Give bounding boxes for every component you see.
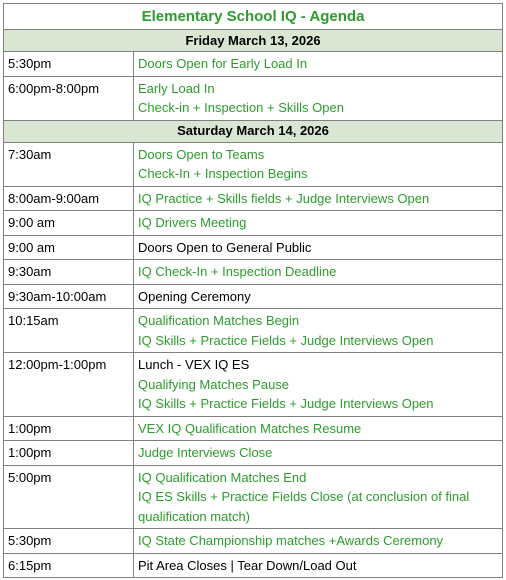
event-line: IQ Skills + Practice Fields + Judge Interviews Open [138, 332, 434, 348]
event-cell [134, 441, 503, 466]
day-header-row [4, 120, 503, 142]
event-cell [134, 465, 503, 529]
agenda-row [4, 76, 503, 120]
event-line: Check-in + Inspection + Skills Open [138, 100, 344, 115]
agenda-row [4, 211, 503, 236]
time-cell: 8:00am-9:00am [4, 186, 134, 211]
event-cell [134, 142, 503, 186]
event-cell [134, 553, 503, 578]
event-line: Doors Open to General Public [138, 239, 312, 255]
event-line: IQ Drivers Meeting [138, 215, 247, 230]
time-cell: 6:15pm [4, 553, 134, 578]
time-cell: 1:00pm [4, 416, 134, 441]
time-cell: 5:30pm [4, 529, 134, 554]
agenda-body [4, 4, 503, 578]
agenda-row [4, 142, 503, 186]
time-cell: 5:00pm [4, 465, 134, 529]
event-line: IQ Practice + Skills fields + Judge Interviews Open [138, 190, 430, 206]
event-line: Doors Open to Teams [138, 146, 265, 162]
time-cell: 9:30am [4, 260, 134, 285]
event-line: Opening Ceremony [138, 288, 251, 304]
event-cell [134, 284, 503, 309]
agenda-row [4, 441, 503, 466]
agenda-row [4, 260, 503, 285]
time-cell: 7:30am [4, 142, 134, 186]
day-header: Friday March 13, 2026 [4, 30, 503, 52]
day-header: Saturday March 14, 2026 [4, 120, 503, 142]
event-cell [134, 52, 503, 77]
event-cell [134, 260, 503, 285]
agenda-row [4, 465, 503, 529]
agenda-row [4, 235, 503, 260]
time-cell: 6:00pm-8:00pm [4, 76, 134, 120]
event-line: Lunch - VEX IQ ES [138, 357, 250, 372]
event-cell [134, 353, 503, 417]
time-cell: 10:15am [4, 309, 134, 353]
agenda-row [4, 309, 503, 353]
time-cell: 1:00pm [4, 441, 134, 466]
time-cell: 12:00pm-1:00pm [4, 353, 134, 417]
time-cell: 9:00 am [4, 235, 134, 260]
event-line: Qualifying Matches Pause [138, 376, 290, 392]
title-row [4, 4, 503, 30]
event-cell [134, 235, 503, 260]
time-cell: 9:30am-10:00am [4, 284, 134, 309]
agenda-row [4, 553, 503, 578]
event-cell [134, 186, 503, 211]
agenda-row [4, 529, 503, 554]
agenda-row [4, 186, 503, 211]
event-line: Early Load In [138, 80, 215, 96]
event-line: IQ Skills + Practice Fields + Judge Interviews Open [138, 396, 434, 411]
event-cell [134, 529, 503, 554]
agenda-table [3, 3, 503, 578]
agenda-row [4, 353, 503, 417]
time-cell: 5:30pm [4, 52, 134, 77]
event-cell [134, 76, 503, 120]
event-line: Doors Open for Early Load In [138, 56, 308, 71]
event-line: IQ Check-In + Inspection Deadline [138, 264, 337, 279]
event-line: Check-In + Inspection Begins [138, 166, 308, 181]
agenda-row [4, 284, 503, 309]
event-line: Qualification Matches Begin [138, 313, 300, 328]
agenda-title: Elementary School IQ - Agenda [4, 4, 503, 30]
event-line: Pit Area Closes | Tear Down/Load Out [138, 557, 357, 573]
agenda-row [4, 52, 503, 77]
event-line: IQ ES Skills + Practice Fields Close (at conclusion of final qualification match) [138, 489, 470, 524]
time-cell: 9:00 am [4, 211, 134, 236]
event-line: VEX IQ Qualification Matches Resume [138, 420, 362, 436]
event-line: IQ Qualification Matches End [138, 469, 307, 485]
agenda-row [4, 416, 503, 441]
event-line: Judge Interviews Close [138, 445, 273, 460]
event-cell [134, 416, 503, 441]
event-line: IQ State Championship matches +Awards Ceremony [138, 533, 444, 548]
event-cell [134, 211, 503, 236]
day-header-row [4, 30, 503, 52]
event-cell [134, 309, 503, 353]
